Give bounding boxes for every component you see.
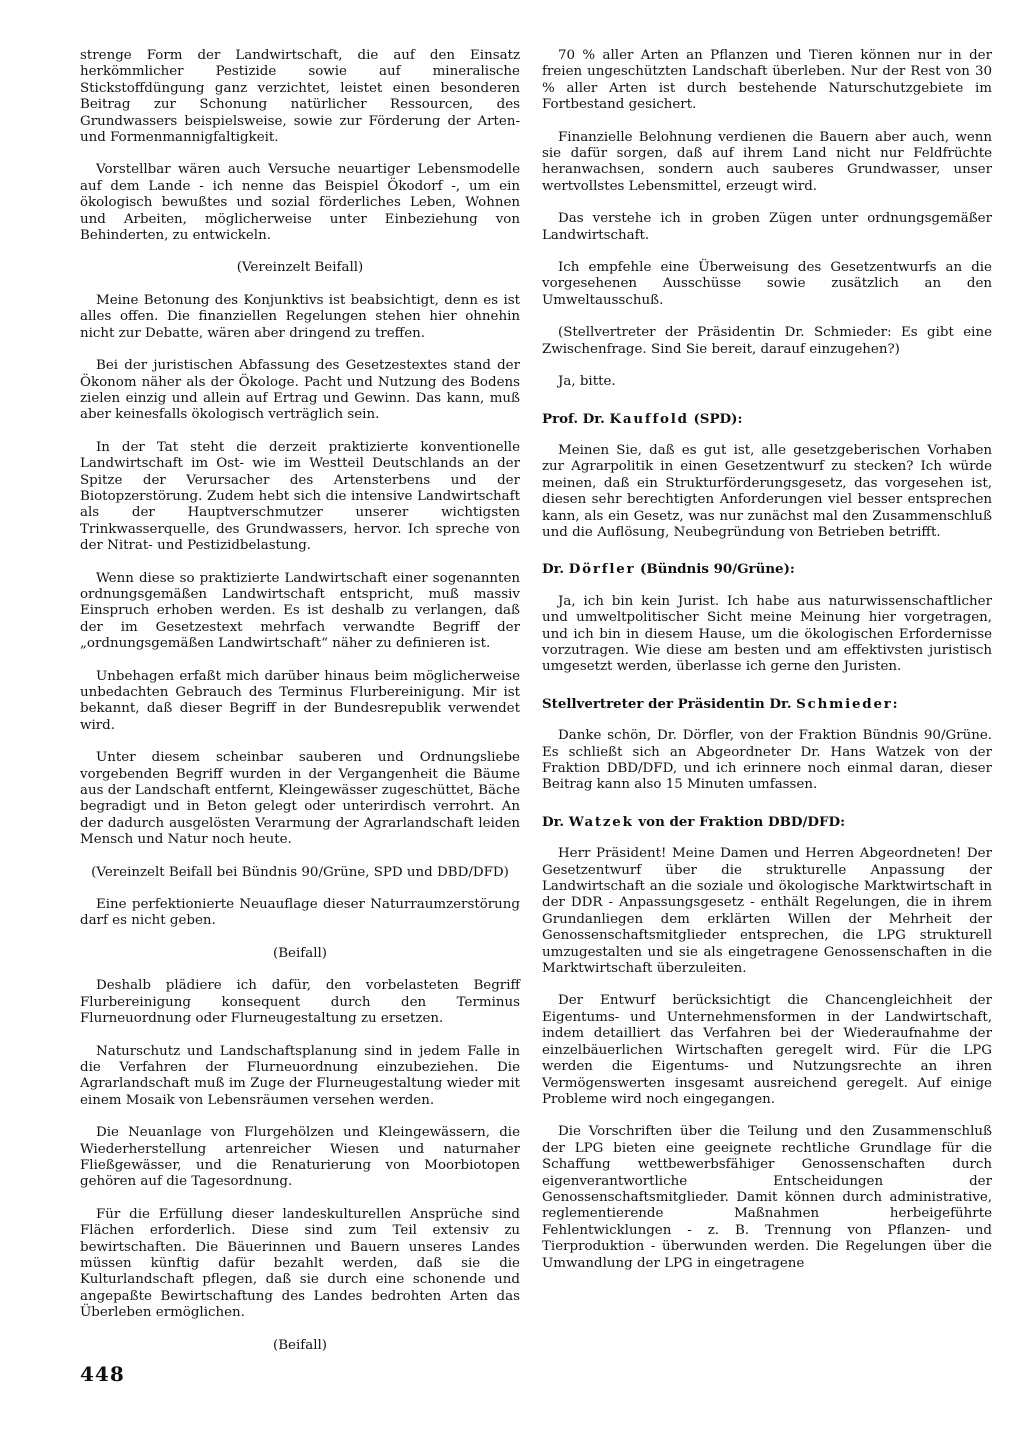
interjection: (Beifall) — [272, 1337, 327, 1353]
paragraph: Danke schön, Dr. Dörfler, von der Fraktion Bündnis 90/Grüne. Es schließt sich an Abgeordneter Dr. Hans Watzek von der Fraktion DBD/DFD, und ich erinnere noch einmal daran, dieser Beitrag kann also 15 Minuten umfassen. — [542, 728, 992, 793]
speaker-name: Schmieder — [796, 695, 893, 712]
speaker-title: Dr. — [542, 813, 569, 830]
speaker-party: (Bündnis 90/Grüne): — [635, 561, 795, 578]
paragraph: Meine Betonung des Konjunktivs ist beabsichtigt, denn es ist alles offen. Die finanziellen Regelungen stehen hier ohnehin nicht zur Debatte, wären aber dringend zu treffen. — [80, 292, 520, 341]
speaker-name: Kauffold — [609, 410, 689, 427]
speaker-name: Watzek — [568, 813, 634, 830]
paragraph: Naturschutz und Landschaftsplanung sind in jedem Falle in die Verfahren der Flurneuordnung einzubeziehen. Die Agrarlandschaft muß im Zuge der Flurneugestaltung wieder mit einem Mosaik von Lebensräumen versehen werden. — [80, 1043, 520, 1108]
speaker-heading-schmieder — [542, 696, 992, 712]
speaker-heading-kauffold — [542, 411, 992, 427]
paragraph: Ja, ich bin kein Jurist. Ich habe aus naturwissenschaftlicher und umweltpolitischer Sicht meine Meinung hier vorgetragen, und ich bin in diesem Hause, um die ökologischen Erfordernisse vorzutragen. Wie diese am besten und am effektivsten juristisch umgesetzt werden, überlasse ich gerne den Juristen. — [542, 593, 992, 675]
interjection: (Stellvertreter der Präsidentin Dr. Schmieder: Es gibt eine Zwischenfrage. Sind Sie bereit, darauf einzugehen?) — [542, 325, 992, 357]
paragraph: strenge Form der Landwirtschaft, die auf den Einsatz herkömmlicher Pestizide sowie auf mineralische Stickstoffdüngung ganz verzichtet, leistet einen besonderen Beitrag zur Schonung natürlicher Ressourcen, des Grundwassers beispielsweise, sowie zur Förderung der Arten- und Formenmannigfaltigkeit. — [80, 48, 520, 146]
speaker-party: : — [892, 695, 898, 712]
interjection: (Beifall) — [272, 945, 327, 961]
paragraph: Der Entwurf berücksichtigt die Chancengleichheit der Eigentums- und Unternehmensformen in der Landwirtschaft, indem detailliert das Verfahren bei der Wiederaufnahme der einzelbäuerlichen Wirtschaften geregelt wird. Für die LPG werden die Eigentums- und Nutzungsrechte an ihren Vermögenswerten insgesamt ausreichend geregelt. Auf einige Probleme wird noch eingegangen. — [542, 993, 992, 1107]
paragraph: Unter diesem scheinbar sauberen und Ordnungsliebe vorgebenden Begriff wurden in der Vergangenheit die Bäume aus der Landschaft entfernt, Kleingewässer zugeschüttet, Bäche begradigt und in Beton gelegt oder unterirdisch verrohrt. An der dadurch ausgelösten Verarmung der Agrarlandschaft leiden Mensch und Natur noch heute. — [80, 750, 520, 848]
paragraph: Herr Präsident! Meine Damen und Herren Abgeordneten! Der Gesetzentwurf über die strukturelle Anpassung der Landwirtschaft an die soziale und ökologische Marktwirtschaft in der DDR - Anpassungsgesetz - enthält Regelungen, die in ihrem Grundanliegen dem erklärten Willen der Mehrheit der Genossenschaftsmitglieder entsprechen, die LPG strukturell umzugestalten und sie als eingetragene Genossenschaften in die Marktwirtschaft überzuleiten. — [542, 846, 992, 977]
interjection: (Vereinzelt Beifall) — [236, 260, 364, 276]
paragraph: Ja, bitte. — [558, 374, 616, 390]
paragraph: Finanzielle Belohnung verdienen die Bauern aber auch, wenn sie dafür sorgen, daß auf ihrem Land nicht nur Feldfrüchte heranwachsen, sondern auch sauberes Grundwasser, unser wertvollstes Lebensmittel, erzeugt wird. — [542, 129, 992, 194]
speaker-title: Dr. — [542, 561, 569, 578]
speaker-heading-doerfler — [542, 561, 992, 577]
paragraph: Vorstellbar wären auch Versuche neuartiger Lebensmodelle auf dem Lande - ich nenne das Beispiel Ökodorf -, um ein ökologisch bewußtes und sozial förderliches Leben, Wohnen und Arbeiten, möglicherweise unter Einbeziehung von Behinderten, zu entwickeln. — [80, 162, 520, 244]
paragraph: Unbehagen erfaßt mich darüber hinaus beim möglicherweise unbedachten Gebrauch des Terminus Flurbereinigung. Mir ist bekannt, daß dieser Begriff in der Bundesrepublik verwendet wird. — [80, 668, 520, 733]
speaker-party: (SPD): — [688, 410, 743, 427]
paragraph: In der Tat steht die derzeit praktizierte konventionelle Landwirtschaft im Ost- wie im Westteil Deutschlands an der Spitze der Verursacher des Artensterbens und der Biotopzerstörung. Zudem hebt sich die intensive Landwirtschaft als der Hauptverschmutzer unserer wichtigsten Trinkwasserquelle, des Grundwassers, hervor. Ich spreche von der Nitrat- und Pestizidbelastung. — [80, 439, 520, 554]
speaker-title: Stellvertreter der Präsidentin Dr. — [542, 695, 797, 712]
speaker-heading-watzek — [542, 814, 992, 830]
paragraph: Die Vorschriften über die Teilung und den Zusammenschluß der LPG bieten eine geeignete rechtliche Grundlage für die Schaffung wettbewerbsfähiger Genossenschaften durch eigenverantwortliche Entscheidungen der Genossenschaftsmitglieder. Damit können durch administrative, reglementierende Maßnahmen herbeigeführte Fehlentwicklungen - z. B. Trennung von Pflanzen- und Tierproduktion - überwunden werden. Die Regelungen über die Umwandlung der LPG in eingetragene — [542, 1124, 992, 1271]
paragraph: Wenn diese so praktizierte Landwirtschaft einer sogenannten ordnungsgemäßen Landwirtschaft entspricht, muß massiv Einspruch erhoben werden. Es ist deshalb zu verlangen, daß der im Gesetzestext mehrfach verwandte Begriff der „ordnungsgemäßen Landwirtschaft“ näher zu definieren ist. — [80, 570, 520, 652]
speaker-title: Prof. Dr. — [542, 410, 610, 427]
paragraph: Meinen Sie, daß es gut ist, alle gesetzgeberischen Vorhaben zur Agrarpolitik in einen Gesetzentwurf zu stecken? Ich würde meinen, daß ein Strukturförderungsgesetz, das vorgesehen ist, diesen sehr berechtigten Anforderungen viel besser entsprechen kann, als ein Gesetz, was nur zunächst mal den Zusammenschluß und die Auflösung, Neubegründung von Betrieben betrifft. — [542, 442, 992, 540]
paragraph: Die Neuanlage von Flurgehölzen und Kleingewässern, die Wiederherstellung artenreicher Wiesen und naturnaher Fließgewässer, und die Renaturierung von Moorbiotopen gehören auf die Tagesordnung. — [80, 1125, 520, 1190]
interjection: (Vereinzelt Beifall bei Bündnis 90/Grüne, SPD und DBD/DFD) — [91, 864, 509, 880]
paragraph: 70 % aller Arten an Pflanzen und Tieren können nur in der freien ungeschützten Landschaft überleben. Nur der Rest von 30 % aller Arten ist durch bestehende Naturschutzgebiete im Fortbestand gesichert. — [542, 48, 992, 113]
speaker-name: Dörfler — [568, 561, 636, 578]
right-column — [542, 48, 992, 1288]
paragraph: Deshalb plädiere ich dafür, den vorbelasteten Begriff Flurbereinigung konsequent durch den Terminus Flurneuordnung oder Flurneugestaltung zu ersetzen. — [80, 978, 520, 1027]
page-number: 448 — [80, 1362, 125, 1386]
paragraph: Für die Erfüllung dieser landeskulturellen Ansprüche sind Flächen erforderlich. Diese sind zum Teil extensiv zu bewirtschaften. Die Bäuerinnen und Bauern unseres Landes müssen künftig dafür bezahlt werden, daß sie die Kulturlandschaft pflegen, daß sie durch eine schonende und angepaßte Bewirtschaftung des Landes bedrohten Arten das Überleben ermöglichen. — [80, 1206, 520, 1321]
speaker-party: von der Fraktion DBD/DFD: — [633, 813, 846, 830]
paragraph: Das verstehe ich in groben Zügen unter ordnungsgemäßer Landwirtschaft. — [542, 211, 992, 243]
left-column — [80, 48, 520, 1370]
paragraph: Eine perfektionierte Neuauflage dieser Naturraumzerstörung darf es nicht geben. — [80, 897, 520, 929]
paragraph: Bei der juristischen Abfassung des Gesetzestextes stand der Ökonom näher als der Ökologe. Pacht und Nutzung des Bodens zielen einzig und allein auf Ertrag und Gewinn. Das kann, muß aber keinesfalls ökologisch verträglich sein. — [80, 358, 520, 423]
paragraph: Ich empfehle eine Überweisung des Gesetzentwurfs an die vorgesehenen Ausschüsse sowie zusätzlich an den Umweltausschuß. — [542, 260, 992, 308]
